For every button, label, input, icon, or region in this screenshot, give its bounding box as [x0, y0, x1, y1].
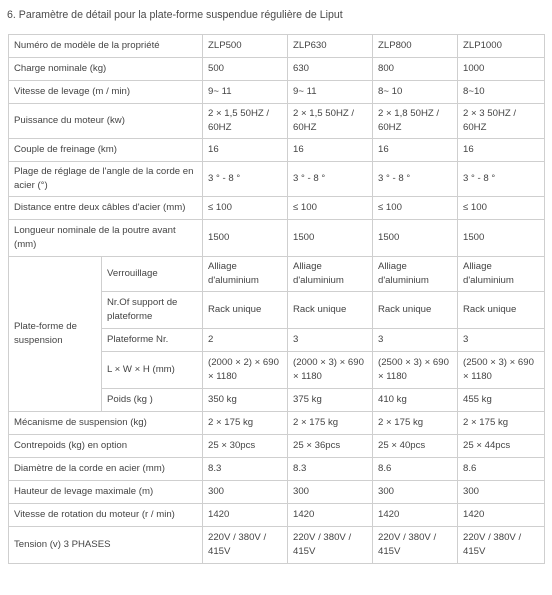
table-cell: 1000 — [458, 58, 545, 81]
table-cell: 300 — [458, 481, 545, 504]
table-row — [9, 527, 545, 564]
table-cell: 2 × 3 50HZ / 60HZ — [458, 104, 545, 139]
row-label: Numéro de modèle de la propriété — [9, 35, 203, 58]
table-cell: ≤ 100 — [288, 197, 373, 220]
table-cell: 2 × 175 kg — [203, 412, 288, 435]
table-cell: 630 — [288, 58, 373, 81]
table-cell: 350 kg — [203, 389, 288, 412]
table-cell: 2 × 175 kg — [373, 412, 458, 435]
table-row — [9, 35, 545, 58]
table-cell: 3 ° - 8 ° — [288, 162, 373, 197]
table-cell: ZLP630 — [288, 35, 373, 58]
table-cell: 9~ 11 — [203, 81, 288, 104]
row-label: Plage de réglage de l'angle de la corde en acier (°) — [9, 162, 203, 197]
table-cell: Rack unique — [458, 292, 545, 329]
table-cell: 16 — [288, 139, 373, 162]
table-cell: Alliage d'aluminium — [203, 257, 288, 292]
table-cell: 25 × 30pcs — [203, 435, 288, 458]
table-cell: Alliage d'aluminium — [458, 257, 545, 292]
table-cell: 1500 — [458, 220, 545, 257]
table-row — [9, 412, 545, 435]
row-label: Puissance du moteur (kw) — [9, 104, 203, 139]
table-cell: Rack unique — [373, 292, 458, 329]
table-cell: ZLP1000 — [458, 35, 545, 58]
table-cell: 1420 — [203, 504, 288, 527]
table-cell: 220V / 380V / 415V — [203, 527, 288, 564]
group-label: Plate-forme de suspension — [9, 257, 102, 412]
table-cell: 1500 — [373, 220, 458, 257]
table-cell: 25 × 36pcs — [288, 435, 373, 458]
table-cell: ZLP500 — [203, 35, 288, 58]
table-cell: 300 — [288, 481, 373, 504]
page-title: 6. Paramètre de détail pour la plate-forme suspendue régulière de Liput — [7, 9, 343, 21]
row-label: Vitesse de rotation du moteur (r / min) — [9, 504, 203, 527]
table-cell: ≤ 100 — [458, 197, 545, 220]
table-cell: 455 kg — [458, 389, 545, 412]
table-cell: 8.6 — [458, 458, 545, 481]
table-cell: 8.6 — [373, 458, 458, 481]
table-cell: 3 — [288, 329, 373, 352]
table-cell: 16 — [203, 139, 288, 162]
table-cell: 1500 — [203, 220, 288, 257]
table-cell: Alliage d'aluminium — [373, 257, 458, 292]
table-cell: ZLP800 — [373, 35, 458, 58]
table-cell: 800 — [373, 58, 458, 81]
table-row — [9, 481, 545, 504]
spec-table — [8, 34, 545, 564]
table-cell: Rack unique — [203, 292, 288, 329]
table-cell: 8~10 — [458, 81, 545, 104]
table-cell: 9~ 11 — [288, 81, 373, 104]
table-row — [9, 504, 545, 527]
table-cell: (2500 × 3) × 690 × 1180 — [458, 352, 545, 389]
table-cell: 8.3 — [203, 458, 288, 481]
table-cell: 500 — [203, 58, 288, 81]
table-cell: 8.3 — [288, 458, 373, 481]
table-cell: 2 — [203, 329, 288, 352]
row-label: Poids (kg ) — [102, 389, 203, 412]
row-label: Distance entre deux câbles d'acier (mm) — [9, 197, 203, 220]
table-cell: 8~ 10 — [373, 81, 458, 104]
table-row — [9, 58, 545, 81]
table-cell: 16 — [373, 139, 458, 162]
table-row — [9, 81, 545, 104]
table-cell: 1500 — [288, 220, 373, 257]
row-label: Tension (v) 3 PHASES — [9, 527, 203, 564]
table-row — [9, 197, 545, 220]
table-cell: ≤ 100 — [373, 197, 458, 220]
table-cell: Rack unique — [288, 292, 373, 329]
table-cell: 1420 — [373, 504, 458, 527]
table-cell: (2500 × 3) × 690 × 1180 — [373, 352, 458, 389]
table-cell: 3 ° - 8 ° — [203, 162, 288, 197]
table-cell: 220V / 380V / 415V — [288, 527, 373, 564]
table-cell: 2 × 1,8 50HZ / 60HZ — [373, 104, 458, 139]
row-label: Mécanisme de suspension (kg) — [9, 412, 203, 435]
table-row — [9, 257, 545, 292]
table-cell: 3 ° - 8 ° — [458, 162, 545, 197]
table-row — [9, 104, 545, 139]
table-cell: 25 × 40pcs — [373, 435, 458, 458]
row-label: Charge nominale (kg) — [9, 58, 203, 81]
row-label: Vitesse de levage (m / min) — [9, 81, 203, 104]
table-cell: 300 — [203, 481, 288, 504]
table-cell: 300 — [373, 481, 458, 504]
row-label: Longueur nominale de la poutre avant (mm) — [9, 220, 203, 257]
row-label: Plateforme Nr. — [102, 329, 203, 352]
table-row — [9, 162, 545, 197]
table-row — [9, 435, 545, 458]
table-row — [9, 220, 545, 257]
row-label: Diamètre de la corde en acier (mm) — [9, 458, 203, 481]
table-cell: 2 × 1,5 50HZ / 60HZ — [288, 104, 373, 139]
row-label: L × W × H (mm) — [102, 352, 203, 389]
table-cell: 375 kg — [288, 389, 373, 412]
table-cell: 3 — [458, 329, 545, 352]
table-cell: 2 × 175 kg — [288, 412, 373, 435]
table-cell: 2 × 175 kg — [458, 412, 545, 435]
row-label: Couple de freinage (km) — [9, 139, 203, 162]
table-cell: 2 × 1,5 50HZ / 60HZ — [203, 104, 288, 139]
table-cell: (2000 × 3) × 690 × 1180 — [288, 352, 373, 389]
table-cell: ≤ 100 — [203, 197, 288, 220]
table-cell: (2000 × 2) × 690 × 1180 — [203, 352, 288, 389]
table-cell: 220V / 380V / 415V — [373, 527, 458, 564]
table-cell: 1420 — [458, 504, 545, 527]
table-cell: 410 kg — [373, 389, 458, 412]
table-cell: 3 — [373, 329, 458, 352]
table-row — [9, 458, 545, 481]
table-cell: 3 ° - 8 ° — [373, 162, 458, 197]
table-row — [9, 139, 545, 162]
row-label: Verrouillage — [102, 257, 203, 292]
row-label: Contrepoids (kg) en option — [9, 435, 203, 458]
table-cell: 16 — [458, 139, 545, 162]
table-cell: 25 × 44pcs — [458, 435, 545, 458]
row-label: Hauteur de levage maximale (m) — [9, 481, 203, 504]
row-label: Nr.Of support de plateforme — [102, 292, 203, 329]
table-cell: 1420 — [288, 504, 373, 527]
table-cell: 220V / 380V / 415V — [458, 527, 545, 564]
table-cell: Alliage d'aluminium — [288, 257, 373, 292]
